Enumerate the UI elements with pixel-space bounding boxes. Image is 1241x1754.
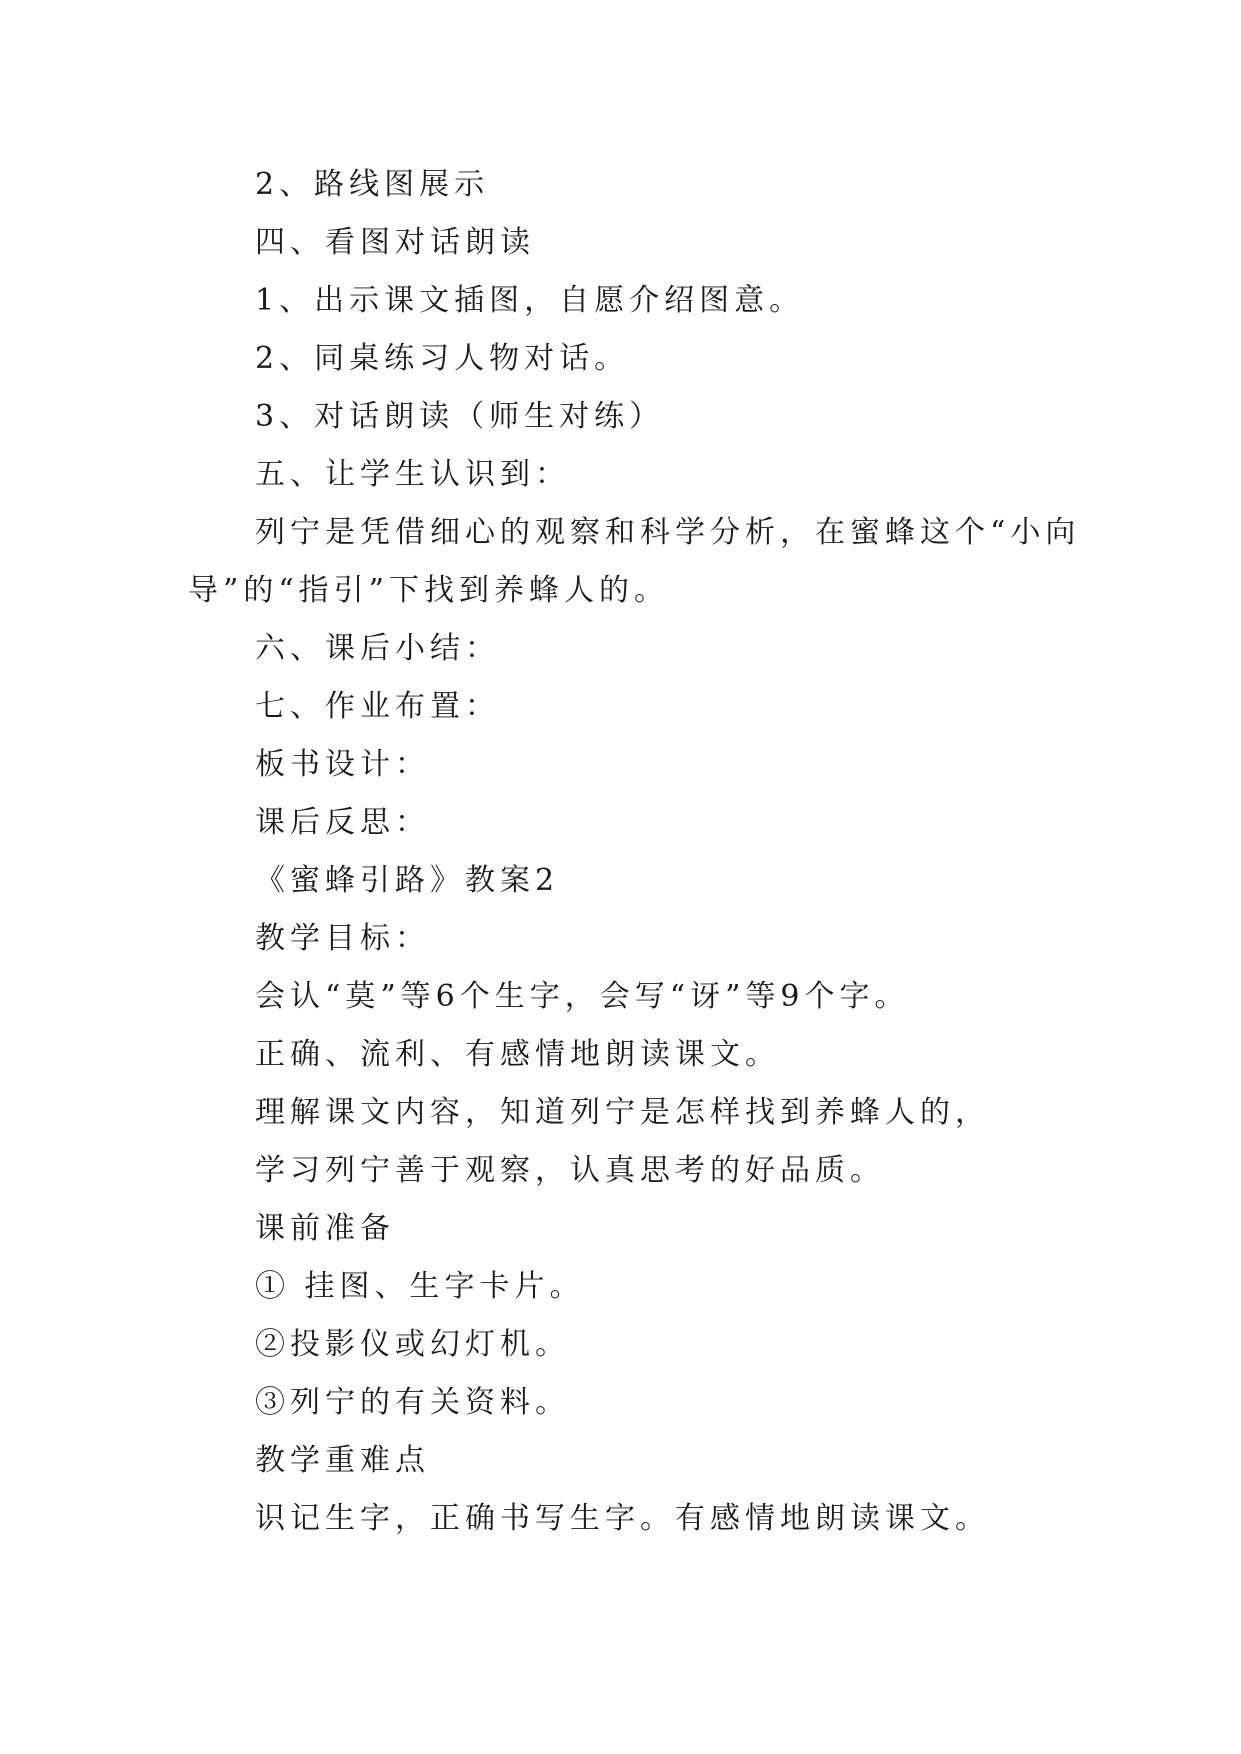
key-points-text: 识记生字，正确书写生字。有感情地朗读课文。 [255, 1501, 990, 1536]
preparation-heading: 课前准备 [255, 1211, 395, 1246]
section-step-4-3: 3、对话朗读（师生对练） [255, 399, 665, 434]
teaching-goals-heading: 教学目标： [255, 921, 430, 956]
paragraph-lenin: 列宁是凭借细心的观察和科学分析，在蜜蜂这个“小向 [255, 515, 1081, 550]
section-step-2-route-map: 2、路线图展示 [255, 167, 490, 202]
goal-2: 正确、流利、有感情地朗读课文。 [255, 1037, 780, 1072]
section-heading-6: 六、课后小结： [255, 631, 500, 666]
paragraph-lenin-continued: 导”的“指引”下找到养蜂人的。 [188, 573, 670, 608]
preparation-item-1: ① 挂图、生字卡片。 [255, 1269, 585, 1304]
section-step-4-1: 1、出示课文插图，自愿介绍图意。 [255, 283, 805, 318]
goal-4: 学习列宁善于观察，认真思考的好品质。 [255, 1153, 885, 1188]
key-points-heading: 教学重难点 [255, 1443, 430, 1478]
reflection-label: 课后反思： [255, 805, 430, 840]
board-design-label: 板书设计： [255, 747, 430, 782]
section-heading-5: 五、让学生认识到： [255, 457, 570, 492]
section-heading-4: 四、看图对话朗读 [255, 225, 535, 260]
goal-1: 会认“莫”等6个生字，会写“讶”等9个字。 [255, 979, 910, 1014]
lesson-plan-title: 《蜜蜂引路》教案2 [255, 863, 560, 898]
section-step-4-2: 2、同桌练习人物对话。 [255, 341, 630, 376]
preparation-item-3: ③列宁的有关资料。 [255, 1385, 570, 1420]
section-heading-7: 七、作业布置： [255, 689, 500, 724]
preparation-item-2: ②投影仪或幻灯机。 [255, 1327, 570, 1362]
goal-3: 理解课文内容，知道列宁是怎样找到养蜂人的， [255, 1095, 990, 1130]
